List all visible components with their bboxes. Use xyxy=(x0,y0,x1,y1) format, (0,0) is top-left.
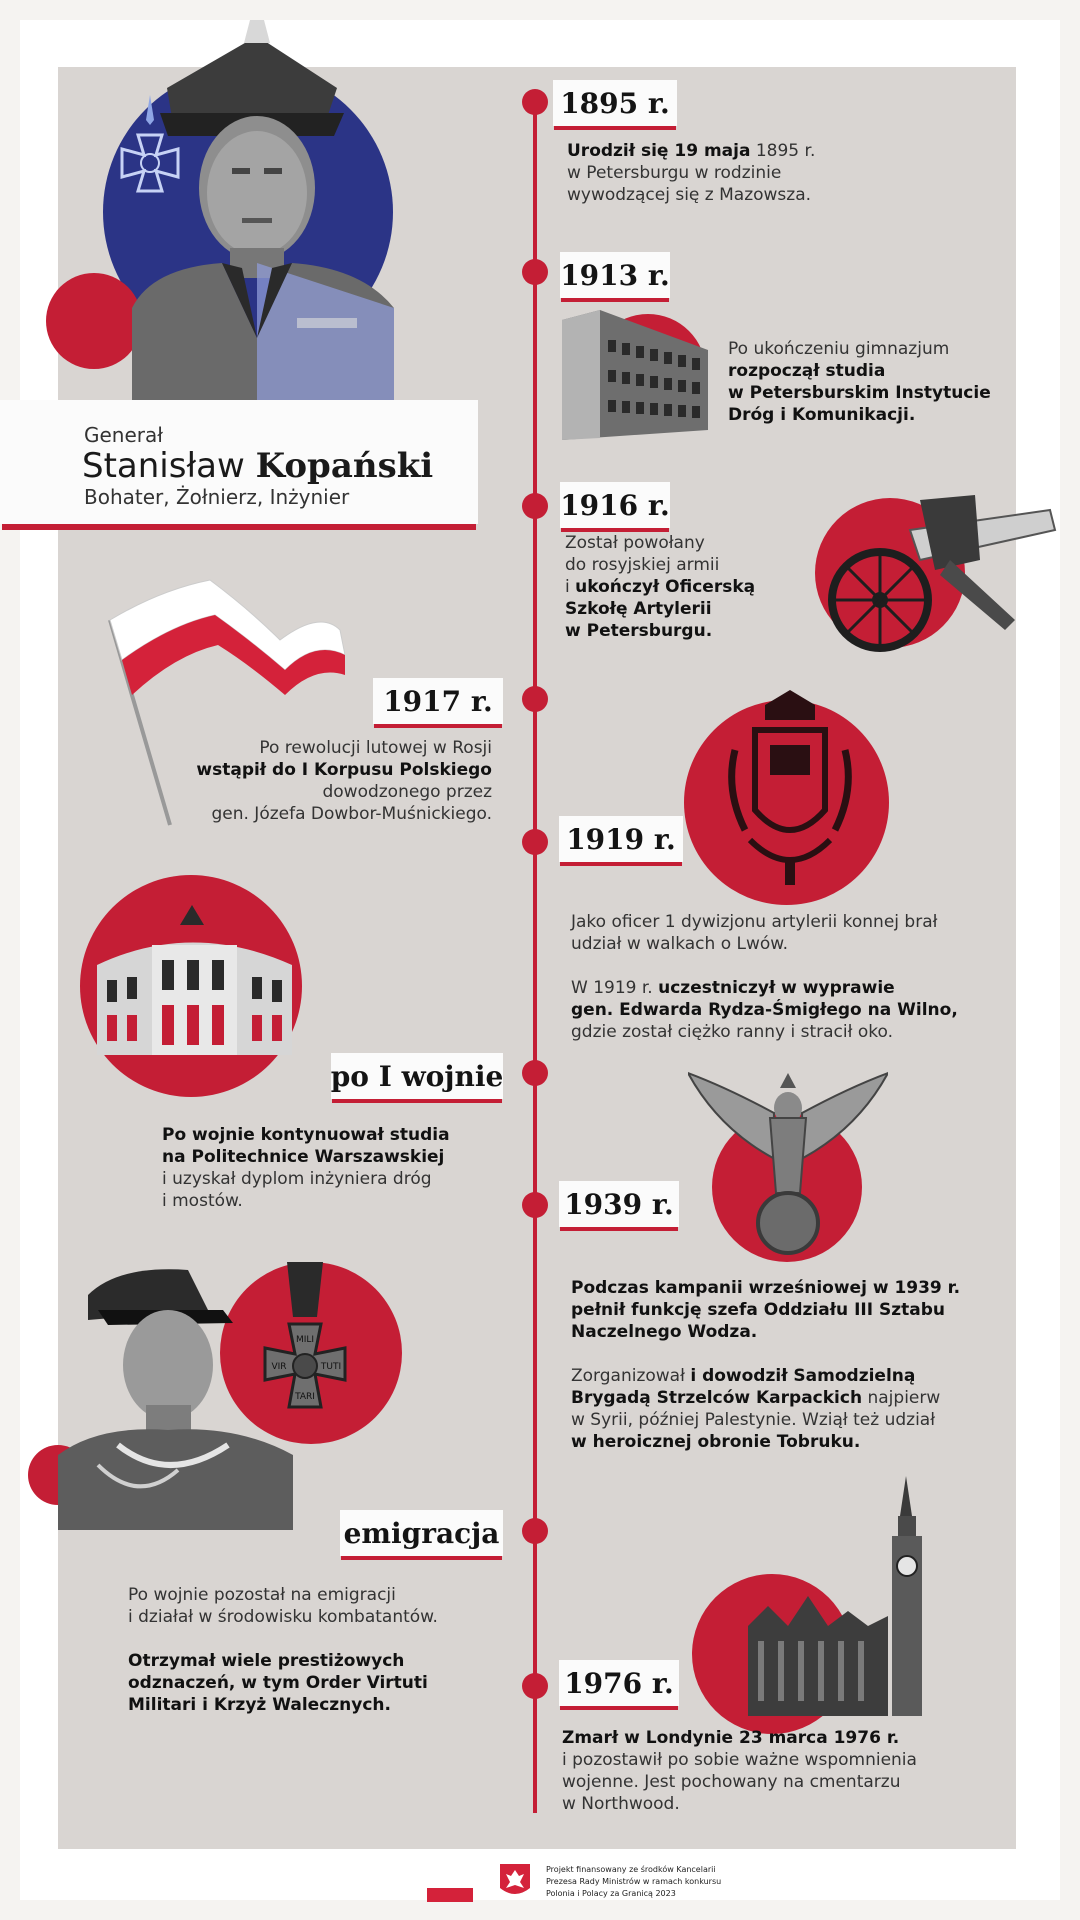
event-text-1919: Jako oficer 1 dywizjonu artylerii konnej brał udział w walkach o Lwów. W 1919 r. uczestniczył w wyprawie gen. Edwarda Rydza-Śmigłego na Wilno, gdzie został ciężko ranny i stracił oko. xyxy=(571,912,958,1042)
politechnika-building-photo xyxy=(92,905,297,1060)
year-label-1913: 1913 r. xyxy=(560,252,670,298)
event-text-1913: Po ukończeniu gimnazjum rozpoczął studia w Petersburskim Instytucie Dróg i Komunikacji. xyxy=(728,339,991,425)
timeline-dot-1919 xyxy=(522,829,548,855)
footer xyxy=(0,1852,1080,1920)
general-portrait-photo-2 xyxy=(58,1255,293,1530)
lwow-coat-of-arms-icon xyxy=(715,690,865,890)
timeline-dot-po-wojnie xyxy=(522,1060,548,1086)
hero-surname: Kopański xyxy=(255,446,434,486)
medal-text-bottom: TARI xyxy=(295,1392,315,1402)
year-label-emigracja: emigracja xyxy=(340,1510,503,1556)
year-label-1939: 1939 r. xyxy=(559,1181,679,1227)
event-text-1976: Zmarł w Londynie 23 marca 1976 r. i pozostawił po sobie ważne wspomnienia wojenne. Jest pochowany na cmentarzu w Northwood. xyxy=(562,1728,917,1814)
general-portrait-photo xyxy=(112,18,402,413)
hero-subtitle: Bohater, Żołnierz, Inżynier xyxy=(84,485,350,509)
year-label-1919: 1919 r. xyxy=(559,816,683,862)
event-text-1916: Został powołany do rosyjskiej armii i ukończył Oficerską Szkołę Artylerii w Petersburgu. xyxy=(565,533,756,641)
event-text-emigracja: Po wojnie pozostał na emigracji i działał w środowisku kombatantów. Otrzymał wiele prestiżowych odznaczeń, w tym Order Virtuti Militari i Krzyż Walecznych. xyxy=(128,1585,438,1715)
medal-text-left: VIR xyxy=(271,1362,287,1372)
big-ben-photo xyxy=(748,1476,938,1716)
footer-funding-note: Projekt finansowany ze środków Kancelarii Prezesa Rady Ministrów w ramach konkursu Polonia i Polacy za Granicą 2023 xyxy=(546,1865,722,1898)
year-label-1976: 1976 r. xyxy=(559,1660,679,1706)
year-label-1916: 1916 r. xyxy=(560,482,670,528)
timeline-dot-1895 xyxy=(522,89,548,115)
year-label-po-wojnie: po I wojnie xyxy=(331,1053,503,1099)
institute-building-photo xyxy=(560,310,710,440)
hero-name xyxy=(82,446,433,486)
event-text-po-wojnie: Po wojnie kontynuował studia na Politechnice Warszawskiej i uzyskał dyplom inżyniera dróg i mostów. xyxy=(162,1125,450,1211)
eagle-badge-icon xyxy=(688,1068,888,1258)
timeline-dot-1917 xyxy=(522,686,548,712)
year-label-1895: 1895 r. xyxy=(553,80,677,126)
timeline-dot-1976 xyxy=(522,1673,548,1699)
medal-text-top: MILI xyxy=(295,1335,315,1345)
cannon-photo xyxy=(800,490,1060,660)
timeline-line xyxy=(533,100,537,1813)
footer-flag-icon xyxy=(427,1874,473,1902)
timeline-dot-1916 xyxy=(522,493,548,519)
event-text-1939: Podczas kampanii wrześniowej w 1939 r. pełnił funkcję szefa Oddziału III Sztabu Naczelnego Wodza. Zorganizował i dowodził Samodzielną Brygadą Strzelców Karpackich najpierw w Syrii, później Palestynie. Wziął też udział w heroicznej obronie Tobruku. xyxy=(571,1278,961,1452)
timeline-dot-1913 xyxy=(522,259,548,285)
hero-title-card xyxy=(0,400,478,524)
year-label-1917: 1917 r. xyxy=(373,678,503,724)
timeline-dot-emigracja xyxy=(522,1518,548,1544)
event-text-1895: Urodził się 19 maja 1895 r. w Petersburgu w rodzinie wywodzącej się z Mazowsza. xyxy=(567,141,816,205)
event-text-1917: Po rewolucji lutowej w Rosji wstąpił do I Korpusu Polskiego dowodzonego przez gen. Józefa Dowbor-Muśnickiego. xyxy=(196,738,492,824)
hero-prefix: Generał xyxy=(84,423,163,447)
hero-first-name: Stanisław xyxy=(82,446,245,486)
polish-emblem-icon xyxy=(500,1864,530,1900)
timeline-dot-1939 xyxy=(522,1192,548,1218)
medal-text-right: TUTI xyxy=(320,1362,342,1372)
